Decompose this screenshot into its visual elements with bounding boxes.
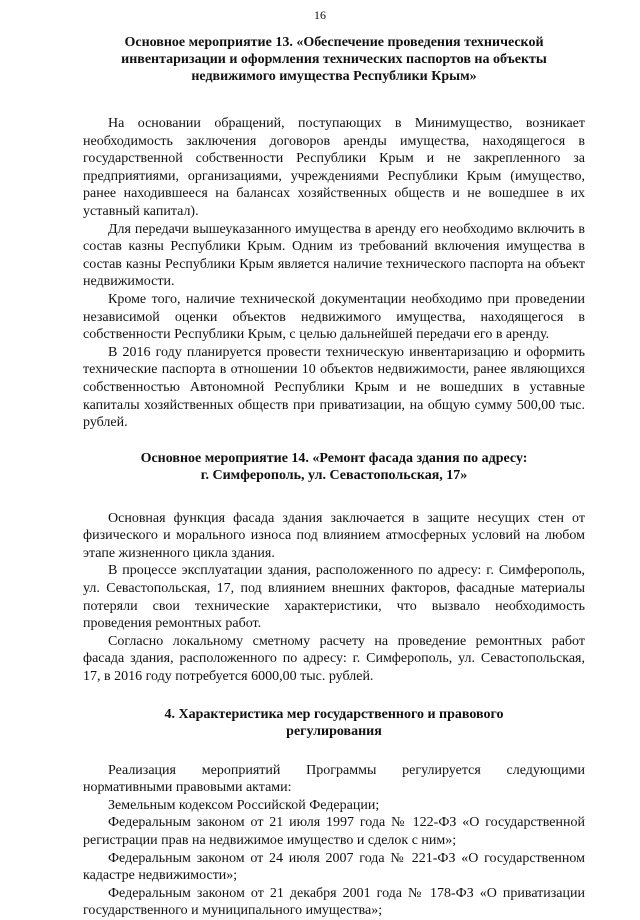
spacer xyxy=(83,85,585,115)
heading-line: 4. Характеристика мер государственного и правового xyxy=(164,706,504,722)
paragraph: На основании обращений, поступающих в Минимущество, возникает необходимость заключения договоров аренды имущества, находящегося в государственной собственности Республики Крым и не закрепленного за предприятиями, организациями, учреждениями Республики Крым (имущество, ранее находившееся на балансах хозяйственных обществ и не вошедшее в их уставный капитал). xyxy=(83,116,585,219)
section-13-heading xyxy=(83,34,585,85)
section-4-heading xyxy=(83,706,585,740)
paragraph: Федеральным законом от 21 июля 1997 года № 122-ФЗ «О государственной регистрации прав на недвижимое имущество и сделок с ним»; xyxy=(83,815,585,848)
page-content xyxy=(83,34,585,920)
spacer xyxy=(83,740,585,762)
spacer xyxy=(83,432,585,450)
heading-line: инвентаризации и оформления технических паспортов на объекты xyxy=(121,52,547,67)
paragraph: В процессе эксплуатации здания, расположенного по адресу: г. Симферополь, ул. Севастопольская, 17, под влиянием внешних факторов, фасадные материалы потеряли свои технические характеристики, что вызвало необходимость проведения ремонтных работ. xyxy=(83,563,585,632)
paragraph: В 2016 году планируется провести техническую инвентаризацию и оформить технические паспорта в отношении 10 объектов недвижимости, ранее являющихся собственностью Автономной Республики Крым и не вошедших в уставные капиталы хозяйственных обществ при приватизации, на общую сумму 500,00 тыс. рублей. xyxy=(83,344,585,431)
heading-line: недвижимого имущества Республики Крым» xyxy=(191,69,477,84)
heading-line: Основное мероприятие 14. «Ремонт фасада здания по адресу: xyxy=(140,450,528,466)
paragraph: Федеральным законом от 24 июля 2007 года № 221-ФЗ «О государственном кадастре недвижимости»; xyxy=(83,850,585,884)
page-number: 16 xyxy=(314,8,326,22)
paragraph: Земельным кодексом Российской Федерации; xyxy=(108,797,380,813)
paragraph: Реализация мероприятий Программы регулируется следующими нормативными правовыми актами: xyxy=(83,762,585,796)
spacer xyxy=(83,484,585,510)
heading-line: г. Симферополь, ул. Севастопольская, 17» xyxy=(200,467,468,483)
heading-line: Основное мероприятие 13. «Обеспечение проведения технической xyxy=(124,35,544,50)
paragraph: Основная функция фасада здания заключается в защите несущих стен от физического и морального износа под влиянием атмосферных условий на любом этапе жизненного цикла здания. xyxy=(83,510,585,561)
spacer xyxy=(83,686,585,706)
paragraph: Федеральным законом от 21 декабря 2001 года № 178-ФЗ «О приватизации государственного и муниципального имущества»; xyxy=(83,885,585,919)
paragraph: Кроме того, наличие технической документации необходимо при проведении независимой оценки объектов недвижимого имущества, находящегося в собственности Республики Крым, с целью дальнейшей передачи его в аренду. xyxy=(83,291,585,343)
heading-line: регулирования xyxy=(286,723,382,739)
section-14-heading xyxy=(83,450,585,484)
paragraph: Для передачи вышеуказанного имущества в аренду его необходимо включить в состав казны Республики Крым. Одним из требований включения имущества в состав казны Республики Крым является наличие технического паспорта на объект недвижимости. xyxy=(83,221,585,290)
paragraph: Согласно локальному сметному расчету на проведение ремонтных работ фасада здания, расположенного по адресу: г. Симферополь, ул. Севастопольская, 17, в 2016 году потребуется 6000,00 тыс. рублей. xyxy=(83,633,585,685)
